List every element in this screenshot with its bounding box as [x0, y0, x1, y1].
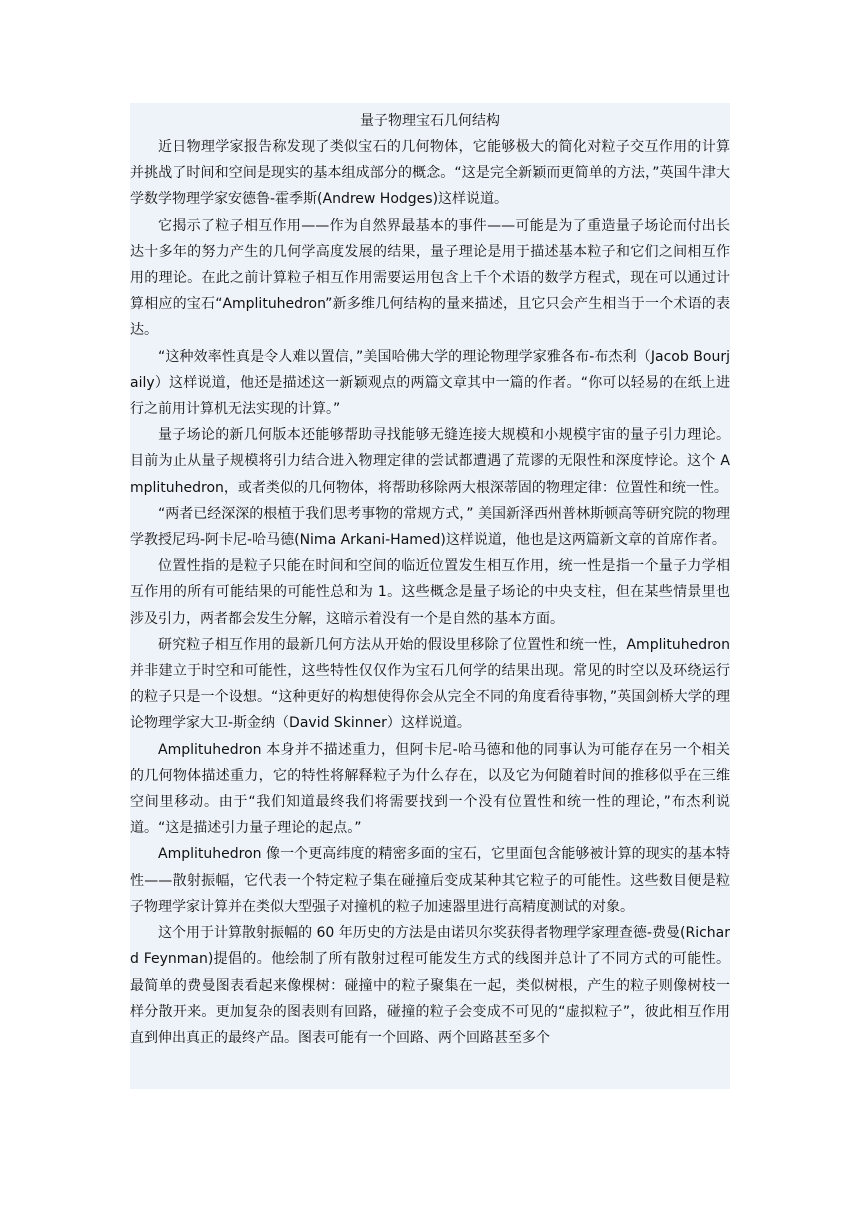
paragraph: 它揭示了粒子相互作用——作为自然界最基本的事件——可能是为了重造量子场论而付出长达十多年的努力产生的几何学高度发展的结果，量子理论是用于描述基本粒子和它们之间相互作用的理论。在此之前计算粒子相互作用需要运用包含上千个术语的数学方程式，现在可以通过计算相应的宝石“Amplituhedron”新多维几何结构的量来描述，且它只会产生相当于一个术语的表达。 — [130, 217, 730, 339]
paragraph: Amplituhedron 像一个更高纬度的精密多面的宝石，它里面包含能够被计算的现实的基本特性——散射振幅，它代表一个特定粒子集在碰撞后变成某种其它粒子的可能性。这些数目便是粒子物理学家计算并在类似大型强子对撞机的粒子加速器里进行高精度测试的对象。 — [130, 846, 730, 915]
document-page — [130, 103, 730, 1089]
paragraph: “两者已经深深的根植于我们思考事物的常规方式，” 美国新泽西州普林斯顿高等研究院的物理学教授尼玛-阿卡尼-哈马德(Nima Arkani-Hamed)这样说道，他也是这两篇新文章的首席作者。 — [130, 505, 730, 549]
paragraph: “这种效率性真是令人难以置信，”美国哈佛大学的理论物理学家雅各布-布杰利（Jacob Bourjaily）这样说道，他还是描述这一新颖观点的两篇文章其中一篇的作者。“你可以轻易的在纸上进行之前用计算机无法实现的计算。” — [130, 348, 730, 418]
paragraph: 位置性指的是粒子只能在时间和空间的临近位置发生相互作用，统一性是指一个量子力学相互作用的所有可能结果的可能性总和为 1。这些概念是量子场论的中央支柱，但在某些情景里也涉及引力，两者都会发生分解，这暗示着没有一个是自然的基本方面。 — [130, 558, 730, 627]
paragraph: 这个用于计算散射振幅的 60 年历史的方法是由诺贝尔奖获得者物理学家理查德-费曼(Richard Feynman)提倡的。他绘制了所有散射过程可能发生方式的线图并总计了不同方式的可能性。最简单的费曼图表看起来像棵树：碰撞中的粒子聚集在一起，类似树根，产生的粒子则像树枝一样分散开来。更加复杂的图表则有回路，碰撞的粒子会变成不可见的“虚拟粒子”，彼此相互作用直到伸出真正的最终产品。图表可能有一个回路、两个回路甚至多个 — [130, 925, 730, 1046]
paragraph: 量子场论的新几何版本还能够帮助寻找能够无缝连接大规模和小规模宇宙的量子引力理论。目前为止从量子规模将引力结合进入物理定律的尝试都遭遇了荒谬的无限性和深度悖论。这个 Amplituhedron，或者类似的几何物体，将帮助移除两大根深蒂固的物理定律：位置性和统一性。 — [130, 427, 730, 496]
document-title: 量子物理宝石几何结构 — [360, 113, 500, 129]
paragraph: 研究粒子相互作用的最新几何方法从开始的假设里移除了位置性和统一性，Amplituhedron 并非建立于时空和可能性，这些特性仅仅作为宝石几何学的结果出现。常见的时空以及环绕运行的粒子只是一个设想。“这种更好的构想使得你会从完全不同的角度看待事物，”英国剑桥大学的理论物理学家大卫-斯金纳（David Skinner）这样说道。 — [130, 636, 730, 732]
paragraph: 近日物理学家报告称发现了类似宝石的几何物体，它能够极大的简化对粒子交互作用的计算并挑战了时间和空间是现实的基本组成部分的概念。“这是完全新颖而更简单的方法，”英国牛津大学数学物理学家安德鲁-霍季斯(Andrew Hodges)这样说道。 — [130, 139, 730, 208]
paragraph: Amplituhedron 本身并不描述重力，但阿卡尼-哈马德和他的同事认为可能存在另一个相关的几何物体描述重力，它的特性将解释粒子为什么存在，以及它为何随着时间的推移似乎在三维空间里移动。由于“我们知道最终我们将需要找到一个没有位置性和统一性的理论，”布杰利说道。“这是描述引力量子理论的起点。” — [130, 741, 730, 837]
